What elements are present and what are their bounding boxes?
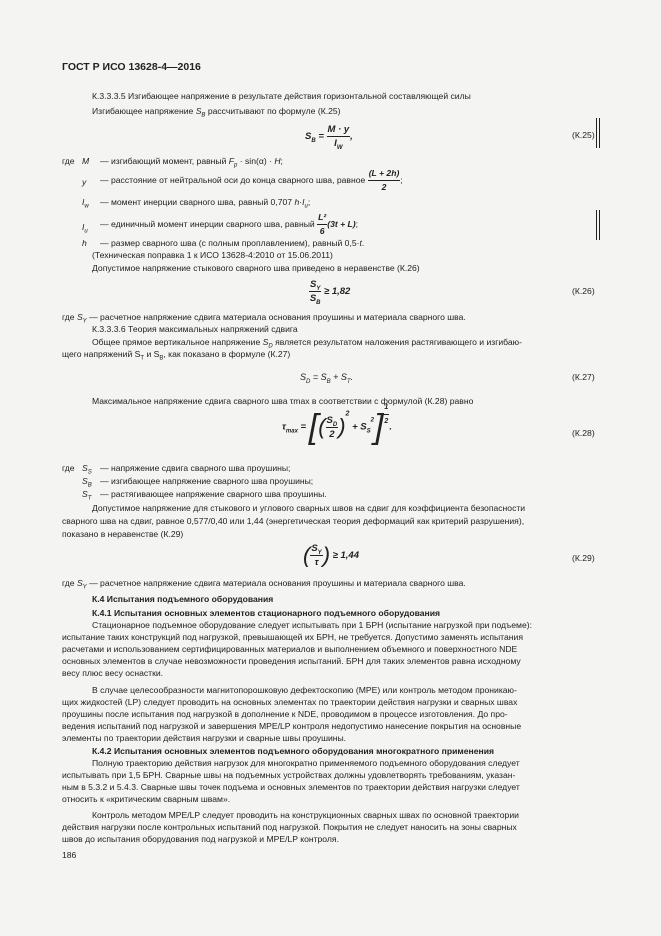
k41-para-line: основных элементов в случае невозможности проведения испытаний. БРН для таких элементов равна исходному: [62, 656, 521, 666]
formula-k28: $\tau_{max}$ = [( $\frac{S_D}{2}$ )$^2 + S_S^2$] $\frac{1}{2}$ .: [282, 404, 392, 446]
amendment-note: (Техническая поправка 1 к ИСО 13628-4:2010 от 15.06.2011): [92, 250, 333, 260]
revision-bar: [596, 118, 597, 148]
where-SY-def: где $S_Y$ — расчетное напряжение сдвига материала основания проушины и материала сварного шва.: [62, 312, 466, 325]
max-shear-text: Максимальное напряжение сдвига сварного шва τmax в соответствии с формулой (К.28) равно: [92, 396, 474, 406]
formula-k25-number: (К.25): [572, 130, 595, 140]
def-M-text: — изгибающий момент, равный $F_p \cdot \sin(\alpha) \cdot H$;: [100, 156, 283, 169]
k42-para-line: испытывать при 1,5 БРН. Сварные швы на подъемных устройствах должны удовлетворять требованиям, указан-: [62, 770, 516, 780]
formula-k29: ( $\frac{S_Y}{\tau}$ ) ≥ 1,44: [303, 542, 359, 568]
def-Iw-text: — момент инерции сварного шва, равный 0,707 $h\cdot I_u$;: [100, 197, 311, 210]
page-number: 186: [62, 850, 77, 860]
allow-para-line3: показано в неравенстве (К.29): [62, 529, 184, 539]
def-Iu-text: — единичный момент инерции сварного шва, равный $\frac{\text{L²}}{6}$ (3t + L);: [100, 212, 359, 236]
section-k3335-title: К.3.3.3.5 Изгибающее напряжение в результате действия горизонтальной составляющей силы: [92, 91, 471, 101]
revision-bar: [599, 210, 600, 240]
k42-para2-line: действия нагрузки после контрольных испытаний под нагрузкой. Покрытия не следует наносить на зоны сварных: [62, 822, 517, 832]
section-k3335-intro: Изгибающее напряжение $S_B$ рассчитывают по формуле (К.25): [92, 106, 341, 119]
def-SB-text: — изгибающее напряжение сварного шва проушины;: [100, 476, 314, 486]
k41-para-line: испытание таких конструкций под нагрузкой, превышающей их БРН, не требуется. Допустимо заменять испытания: [62, 632, 523, 642]
def-Iu-symbol: $I_u$: [82, 222, 88, 235]
section-k3336-para-line2: щего напряжений $S_T$ и $S_B$, как показано в формуле (К.27): [62, 349, 291, 362]
k41-para2-line: щих жидкостей (LP) следует проводить на основных элементах по траектории действия нагрузки и сварных швах: [62, 697, 518, 707]
k41-para-line: Стационарное подъемное оборудование следует испытывать при 1 БРН (испытание нагрузкой при подъеме):: [92, 620, 532, 630]
formula-k26-number: (К.26): [572, 286, 595, 296]
k41-para2-line: ведения испытаний под нагрузкой и завершения MPE/LP контроля недопустимо нанесение покрытия на основные: [62, 721, 522, 731]
def-SB-symbol: $S_B$: [82, 476, 92, 489]
formula-k27-number: (К.27): [572, 372, 595, 382]
k42-para-line: Полную траекторию действия нагрузок для многократно применяемого подъемного оборудования следует: [92, 758, 520, 768]
allow-para-line2: сварного шва на сдвиг, равное 0,577/0,40 или 1,44 (энергетическая теория деформаций как критерий разрушения),: [62, 516, 525, 526]
k42-para-line: ным в 5.3.2 и 5.4.3. Сварные швы точек подъема и основных элементов по траектории действия нагрузки следует: [62, 782, 520, 792]
section-k41-title: К.4.1 Испытания основных элементов стационарного подъемного оборудования: [92, 608, 441, 618]
def-h-symbol: h: [82, 238, 87, 248]
section-k4-title: К.4 Испытания подъемного оборудования: [92, 594, 274, 604]
k42-para2-line: Контроль методом MPE/LP следует проводить на конструкционных сварных швах по основной траектории: [92, 810, 519, 820]
allow-para-line1: Допустимое напряжение для стыкового и углового сварных швов на сдвиг для коэффициента безопасности: [92, 503, 526, 513]
revision-bar: [599, 118, 600, 148]
k41-para2-line: В случае целесообразности магнитопорошковую дефектоскопию (МРЕ) или контроль методом проникаю-: [92, 685, 517, 695]
formula-k26: $\frac{S_Y}{S_B}$ ≥ 1,82: [309, 279, 351, 306]
def-M-symbol: M: [82, 156, 90, 166]
where-label: где: [62, 156, 75, 166]
allowable-stress-text: Допустимое напряжение стыкового сварного шва приведено в неравенстве (К.26): [92, 263, 420, 273]
where-label: где: [62, 463, 75, 473]
def-SS-text: — напряжение сдвига сварного шва проушины;: [100, 463, 291, 473]
formula-k28-number: (К.28): [572, 428, 595, 438]
formula-k27: $S_D = S_B + S_T$.: [300, 372, 354, 385]
revision-bar: [596, 210, 597, 240]
section-k3336-para-line1: Общее прямое вертикальное напряжение $S_D$ является результатом наложения растягивающего и изгибаю-: [92, 337, 522, 350]
k42-para2-line: швов до испытания оборудования под нагрузкой и MPE/LP контроля.: [62, 834, 339, 844]
formula-k29-number: (К.29): [572, 553, 595, 563]
section-k42-title: К.4.2 Испытания основных элементов подъемного оборудования многократного применения: [92, 746, 494, 756]
k41-para-line: весу плюс весу оснастки.: [62, 668, 164, 678]
page-header: ГОСТ Р ИСО 13628-4—2016: [62, 61, 201, 73]
def-ST-text: — растягивающее напряжение сварного шва проушины.: [100, 489, 327, 499]
where-SY-def: где $S_Y$ — расчетное напряжение сдвига материала основания проушины и материала сварного шва.: [62, 578, 466, 591]
def-y-text: — расстояние от нейтральной оси до конца сварного шва, равное $\frac{(L + 2h)}{2}$ ;: [100, 168, 403, 192]
def-ST-symbol: $S_T$: [82, 489, 92, 502]
formula-k25: $S_B$ = $\frac{M \cdot y}{I_W}$ ,: [305, 124, 353, 151]
def-h-text: — размер сварного шва (с полным проплавлением), равный 0,5·t.: [100, 238, 365, 248]
def-y-symbol: y: [82, 177, 87, 187]
k41-para2-line: элементы по траектории действия нагрузки и сварные швы проушины.: [62, 733, 347, 743]
def-SS-symbol: $S_S$: [82, 463, 92, 476]
k42-para-line: относить к «критическим сварным швам».: [62, 794, 231, 804]
section-k3336-title: К.3.3.3.6 Теория максимальных напряжений сдвига: [92, 324, 298, 334]
k41-para2-line: проушины после испытания под нагрузкой в дополнение к NDE, проводимом в процессе изготовления. До про-: [62, 709, 508, 719]
k41-para-line: расчетами и использованием сертифицированных материалов и выполнением объемного и поверхностного NDE: [62, 644, 518, 654]
def-Iw-symbol: $I_w$: [82, 197, 89, 210]
